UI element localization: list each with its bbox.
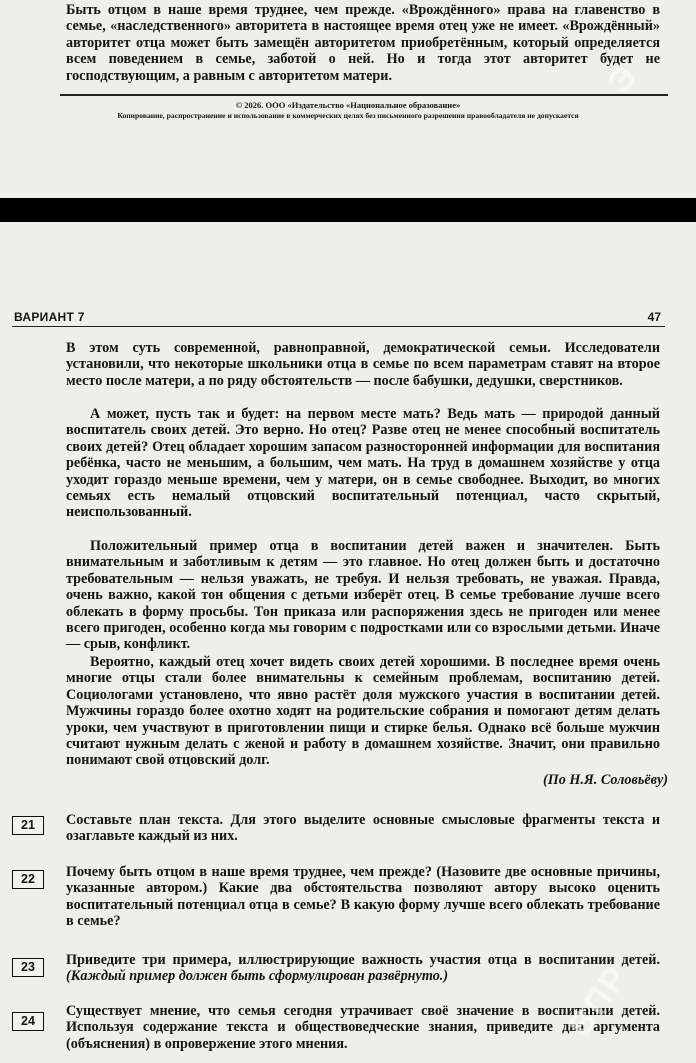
question-21-text — [66, 812, 660, 845]
copyright-line-2: Копирование, распространение и использование в коммерческих целях без письменного разрешения правообладателя не допускается — [117, 111, 579, 120]
question-24-body: Существует мнение, что семья сегодня утрачивает своё значение в воспитании детей. Используя содержание текста и обществоведческие знания, приведите два аргумента (объяснения) в опровержение этого мнения. — [66, 1003, 660, 1052]
copyright-line-1: © 2026. ООО «Издательство «Национальное образование» — [235, 100, 461, 110]
page-47 — [0, 222, 696, 1063]
text-paragraph-4: Вероятно, каждый отец хочет видеть своих детей хорошими. В последнее время очень многие отцы стали более внимательны к семейным проблемам, воспитанию детей. Социологами установлено, что явно растёт доля мужского участия в воспитании детей. Мужчины гораздо более охотно ходят на родительские собрания и помогают детям делать уроки, чем участвуют в приготовлении пищи и стирке белья. Однако всё больше мужчин считают нужным делать с женой и работу в домашнем хозяйстве. Значит, они правильно понимают свой отцовский долг. — [66, 654, 660, 769]
question-number-21: 21 — [12, 816, 44, 835]
question-23-body: Приведите три примера, иллюстрирующие важность участия отца в воспитании детей. — [66, 952, 660, 968]
page-number: 47 — [647, 310, 661, 324]
question-23-text — [66, 952, 660, 985]
variant-header: ВАРИАНТ 7 — [14, 310, 85, 324]
question-number-23: 23 — [12, 958, 44, 977]
text-paragraph-2: А может, пусть так и будет: на первом месте мать? Ведь мать — природой данный воспитатель своих детей. Это верно. Но отец? Разве отец не менее способный воспитатель своих детей? Отец обладает хорошим запасом разносторонней информации для воспитания ребёнка, часто не меньшим, а большим, чем мать. На труд в домашнем хозяйстве у отца уходит гораздо меньше времени, чем у матери, он в семье свободнее. Выходит, во многих семьях есть немалый отцовский воспитательный потенциал, часто скрытый, неиспользованный. — [66, 406, 660, 521]
question-22-text — [66, 864, 660, 930]
text-paragraph-3: Положительный пример отца в воспитании детей важен и значителен. Быть внимательным и заботливым к детям — это главное. Но отец должен быть и достаточно требовательным — нельзя уважать, не требуя. И нельзя требовать, не уважая. Правда, очень важно, какой тон общения с детьми изберёт отец. В семье требование лучше всего облекать в форму просьбы. Тон приказа или распоряжения здесь не пригоден или менее всего пригоден, особенно когда мы говорим с подростками или со взрослыми детьми. Иначе — срыв, конфликт. — [66, 538, 660, 653]
top-paragraph: Быть отцом в наше время труднее, чем прежде. «Врождённого» права на главенство в семье, «наследственного» авторитета в настоящее время отец уже не имеет. «Врождённый» авторитет отца может быть замещён авторитетом приобретённым, который определяется всем поведением в семье, заботой о ней. Но и тогда этот авторитет будет не господствующим, а равным с авторитетом матери. — [66, 2, 660, 84]
header-rule — [12, 326, 665, 327]
text-paragraph-1: В этом суть современной, равноправной, демократической семьи. Исследователи установили, что некоторые школьники отца в семье по всем параметрам ставят на второе место после матери, а по ряду обстоятельств — после бабушки, дедушки, сверстников. — [66, 340, 660, 389]
question-22-body: Почему быть отцом в наше время труднее, чем прежде? (Назовите две основные причины, указанные автором.) Какие два обстоятельства позволяют автору высоко оценить воспитательный потенциал отца в семье? В какую форму лучше всего облекать требование в семье? — [66, 864, 660, 930]
previous-page-fragment — [0, 0, 696, 198]
question-number-22: 22 — [12, 870, 44, 889]
watermark: Э — [599, 57, 646, 101]
page-separator — [0, 198, 696, 222]
question-21-body: Составьте план текста. Для этого выделите основные смысловые фрагменты текста и озаглавьте каждый из них. — [66, 812, 660, 845]
source-attribution: (По Н.Я. Соловьёву) — [542, 772, 668, 788]
question-23-note: (Каждый пример должен быть сформулирован развёрнуто.) — [66, 968, 449, 985]
footer-rule — [60, 94, 668, 96]
watermark: ВПР — [560, 958, 637, 1044]
question-number-24: 24 — [12, 1012, 44, 1031]
